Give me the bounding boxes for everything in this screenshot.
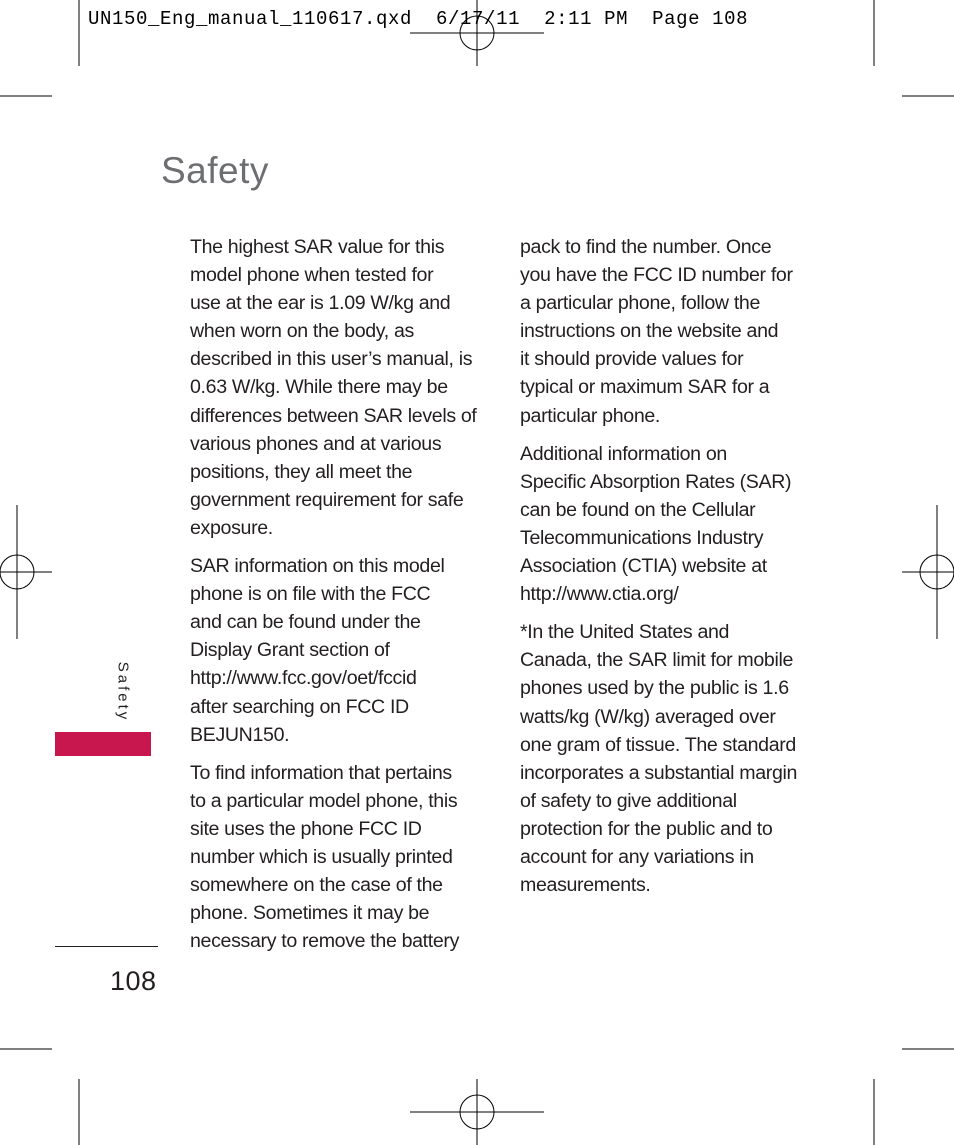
- paragraph-fcc-id-continued: pack to find the number. Once you have the FCC ID number for a particular phone, follow the instructions on the website and it should provide values for typical or maximum SAR for a particular phone.: [520, 236, 793, 427]
- paragraph-sar-values: The highest SAR value for this model phone when tested for use at the ear is 1.09 W/kg and when worn on the body, as described in this user’s manual, is 0.63 W/kg. While there may be differences between SAR levels of various phones and at various positions, they all meet the government requirement for safe exposure.: [190, 236, 477, 539]
- section-side-tab-label: Safety: [114, 661, 132, 723]
- page-title: Safety: [161, 150, 269, 191]
- section-tab-accent-bar: [55, 732, 151, 756]
- right-text-column: [520, 233, 820, 909]
- paragraph-sar-limit: *In the United States and Canada, the SAR limit for mobile phones used by the public is 1.6 watts/kg (W/kg) averaged over one gram of tissue. The standard incorporates a substantial margin of safety to give additional protection for the public and to account for any variations in measurements.: [520, 621, 798, 897]
- paragraph-fcc-file: SAR information on this model phone is on file with the FCC and can be found under the Display Grant section of http://www.fcc.gov/oet/fccid after searching on FCC ID BEJUN150.: [190, 555, 445, 746]
- left-text-column: [190, 233, 490, 965]
- registration-mark-left: [0, 505, 52, 639]
- paragraph-fcc-id-lookup: To find information that pertains to a particular model phone, this site uses the phone FCC ID number which is usually printed somewhere on the case of the phone. Sometimes it may be necessary to remove the battery: [190, 761, 460, 953]
- footer-rule: [55, 946, 158, 947]
- registration-mark-bottom: [410, 1079, 544, 1145]
- registration-mark-right: [902, 505, 954, 639]
- page-number: 108: [110, 966, 157, 996]
- print-slug: UN150_Eng_manual_110617.qxd 6/17/11 2:11 PM Page 108: [88, 8, 749, 30]
- paragraph-ctia-info: Additional information on Specific Absorption Rates (SAR) can be found on the Cellular Telecommunications Industry Association (CTIA) website at http://www.ctia.org/: [520, 442, 792, 606]
